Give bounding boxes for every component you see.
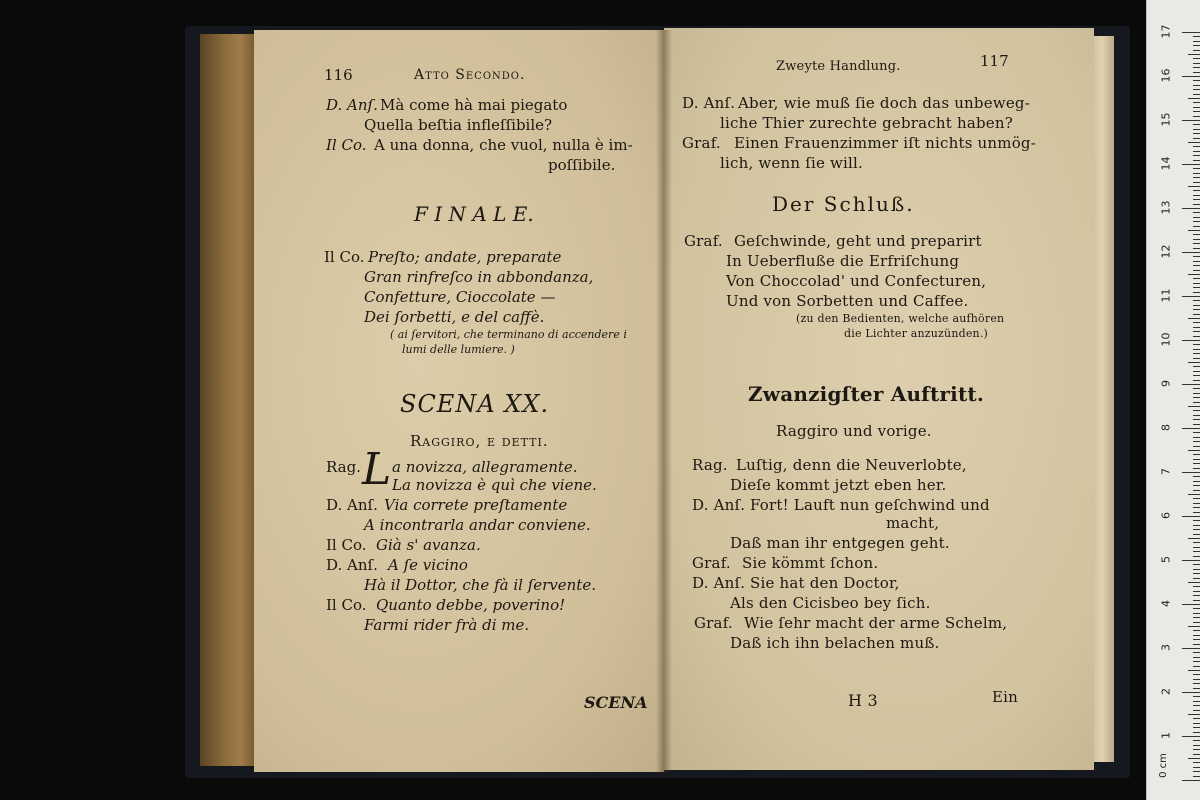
speaker: Graf. xyxy=(692,554,731,572)
ruler-tick xyxy=(1193,67,1200,68)
ruler-tick xyxy=(1193,564,1200,565)
ruler-tick xyxy=(1193,586,1200,587)
signature-mark: H 3 xyxy=(848,691,878,710)
ruler-tick xyxy=(1193,111,1200,112)
ruler-tick xyxy=(1193,314,1200,315)
verse-line: macht, xyxy=(886,514,940,532)
ruler-tick xyxy=(1193,300,1200,301)
verse-line: a novizza, allegramente. xyxy=(392,458,578,476)
stage-direction: die Lichter anzuzünden.) xyxy=(844,327,989,340)
ruler-tick xyxy=(1193,600,1200,601)
ruler-tick xyxy=(1193,595,1200,596)
ruler-tick xyxy=(1193,45,1200,46)
ruler-tick xyxy=(1193,723,1200,724)
ruler-tick xyxy=(1182,736,1200,737)
speaker: D. Anſ. xyxy=(326,96,378,114)
verse-line: Mà come hà mai piegato xyxy=(380,96,568,114)
ruler-tick xyxy=(1193,771,1200,772)
ruler-tick xyxy=(1193,221,1200,222)
ruler-tick xyxy=(1193,94,1200,95)
ruler-tick xyxy=(1193,520,1200,521)
ruler-tick xyxy=(1193,265,1200,266)
speaker: D. Anſ. xyxy=(692,496,746,514)
verse-line: Quanto debbe, poverino! xyxy=(376,596,566,614)
verse-line: liche Thier zurechte gebracht haben? xyxy=(720,114,1013,132)
ruler-tick xyxy=(1193,283,1200,284)
ruler-tick xyxy=(1193,270,1200,271)
ruler-tick xyxy=(1182,384,1200,385)
verse-line: Daß man ihr entgegen geht. xyxy=(730,534,950,552)
ruler-tick xyxy=(1193,41,1200,42)
verse-line: Einen Frauenzimmer iſt nichts unmög- xyxy=(734,134,1036,152)
ruler-tick xyxy=(1182,648,1200,649)
ruler-tick xyxy=(1188,626,1200,627)
speaker: Il Co. xyxy=(326,136,367,154)
ruler-tick xyxy=(1193,745,1200,746)
ruler-tick xyxy=(1193,63,1200,64)
right-page-number: 117 xyxy=(980,52,1009,70)
ruler-tick xyxy=(1193,657,1200,658)
ruler-tick xyxy=(1193,591,1200,592)
ruler-tick xyxy=(1193,608,1200,609)
ruler-number: 11 xyxy=(1159,288,1173,303)
ruler-tick xyxy=(1193,72,1200,73)
verse-line: Aber, wie muß ſie doch das unbeweg- xyxy=(738,94,1030,112)
ruler-tick xyxy=(1188,362,1200,363)
ruler-number: 6 xyxy=(1159,512,1173,519)
ruler-tick xyxy=(1188,450,1200,451)
ruler-tick xyxy=(1193,168,1200,169)
scene-heading: Zwanzigſter Auftritt. xyxy=(748,382,984,406)
verse-line: In Ueberfluße die Erfriſchung xyxy=(726,252,960,270)
ruler-tick xyxy=(1193,710,1200,711)
ruler-tick xyxy=(1193,446,1200,447)
ruler-number: 16 xyxy=(1159,68,1173,83)
ruler-tick xyxy=(1182,516,1200,517)
ruler-tick xyxy=(1193,305,1200,306)
ruler-tick xyxy=(1193,107,1200,108)
ruler-tick xyxy=(1182,76,1200,77)
ruler-tick xyxy=(1188,318,1200,319)
ruler-tick xyxy=(1193,331,1200,332)
ruler-unit-label: 0 cm xyxy=(1157,753,1169,778)
ruler-tick xyxy=(1193,102,1200,103)
speaker: Graf. xyxy=(682,134,721,152)
ruler-tick xyxy=(1193,644,1200,645)
verse-line: Confetture, Cioccolate — xyxy=(364,288,556,306)
ruler-tick xyxy=(1193,507,1200,508)
book-gutter xyxy=(656,30,672,772)
ruler-tick xyxy=(1193,349,1200,350)
ruler-tick xyxy=(1193,661,1200,662)
ruler-tick xyxy=(1193,534,1200,535)
catchword: Ein xyxy=(992,688,1019,706)
ruler-tick xyxy=(1188,54,1200,55)
left-running-head: Atto Secondo. xyxy=(414,67,526,83)
ruler-tick xyxy=(1193,80,1200,81)
ruler-tick xyxy=(1188,274,1200,275)
ruler-tick xyxy=(1193,358,1200,359)
ruler-tick xyxy=(1193,138,1200,139)
ruler-tick xyxy=(1193,182,1200,183)
ruler-tick xyxy=(1193,344,1200,345)
ruler-tick xyxy=(1193,36,1200,37)
ruler-tick xyxy=(1193,578,1200,579)
ruler-tick xyxy=(1193,371,1200,372)
schluss-heading: Der Schluß. xyxy=(772,192,915,216)
ruler-tick xyxy=(1193,410,1200,411)
ruler-tick xyxy=(1193,767,1200,768)
verse-line: Als den Cicisbeo bey ſich. xyxy=(730,594,931,612)
ruler-tick xyxy=(1193,437,1200,438)
ruler-tick xyxy=(1193,639,1200,640)
ruler-tick xyxy=(1182,428,1200,429)
ruler-tick xyxy=(1193,212,1200,213)
speaker: D. Anſ. xyxy=(682,94,736,112)
right-running-head: Zweyte Handlung. xyxy=(776,59,901,74)
ruler-tick xyxy=(1193,454,1200,455)
ruler-tick xyxy=(1193,441,1200,442)
ruler-number: 8 xyxy=(1159,424,1173,431)
ruler-tick xyxy=(1193,151,1200,152)
ruler-tick xyxy=(1193,160,1200,161)
ruler-tick xyxy=(1193,490,1200,491)
ruler-tick xyxy=(1193,683,1200,684)
speaker: Rag. xyxy=(692,456,728,474)
stage-direction: lumi delle lumiere. ) xyxy=(402,343,515,356)
ruler-tick xyxy=(1193,239,1200,240)
ruler-tick xyxy=(1193,529,1200,530)
ruler-tick xyxy=(1188,758,1200,759)
verse-line: Von Choccolad' und Confecturen, xyxy=(726,272,987,290)
ruler-number: 9 xyxy=(1159,380,1173,387)
verse-line: Hà il Dottor, che fà il ſervente. xyxy=(364,576,596,594)
ruler-tick xyxy=(1193,679,1200,680)
ruler-tick xyxy=(1193,58,1200,59)
ruler-tick xyxy=(1193,573,1200,574)
ruler-tick xyxy=(1193,542,1200,543)
scene-heading: SCENA XX. xyxy=(400,390,550,418)
ruler-tick xyxy=(1182,604,1200,605)
speaker: Il Co. xyxy=(326,596,367,614)
ruler-tick xyxy=(1193,485,1200,486)
ruler-tick xyxy=(1193,327,1200,328)
ruler-tick xyxy=(1193,309,1200,310)
ruler-tick xyxy=(1188,670,1200,671)
ruler-tick xyxy=(1193,635,1200,636)
ruler-tick xyxy=(1193,336,1200,337)
ruler-tick xyxy=(1193,155,1200,156)
ruler-tick xyxy=(1193,718,1200,719)
ruler-tick xyxy=(1182,340,1200,341)
ruler-tick xyxy=(1193,190,1200,191)
right-page xyxy=(664,28,1094,770)
ruler-tick xyxy=(1193,481,1200,482)
ruler-tick xyxy=(1193,393,1200,394)
ruler-tick xyxy=(1193,740,1200,741)
finale-heading: F I N A L E. xyxy=(414,202,534,226)
ruler-tick xyxy=(1193,380,1200,381)
verse-line: Gran rinfreſco in abbondanza, xyxy=(364,268,594,286)
ruler-tick xyxy=(1193,146,1200,147)
speaker: Graf. xyxy=(684,232,723,250)
ruler-tick xyxy=(1193,173,1200,174)
ruler-tick xyxy=(1193,622,1200,623)
verse-line: Farmi rider frà di me. xyxy=(364,616,530,634)
ruler-tick xyxy=(1193,762,1200,763)
ruler-tick xyxy=(1193,727,1200,728)
verse-line: Luſtig, denn die Neuverlobte, xyxy=(736,456,967,474)
ruler-tick xyxy=(1193,402,1200,403)
verse-line: Fort! Lauft nun geſchwind und xyxy=(750,496,990,514)
ruler-tick xyxy=(1182,252,1200,253)
ruler-tick xyxy=(1182,472,1200,473)
ruler-tick xyxy=(1182,692,1200,693)
ruler-tick xyxy=(1193,468,1200,469)
ruler-tick xyxy=(1193,397,1200,398)
ruler-tick xyxy=(1193,463,1200,464)
verse-line: Geſchwinde, geht und preparirt xyxy=(734,232,982,250)
ruler-tick xyxy=(1193,569,1200,570)
ruler-tick xyxy=(1182,120,1200,121)
book-page-edges-left xyxy=(200,34,258,766)
ruler-tick xyxy=(1188,230,1200,231)
ruler-tick xyxy=(1193,366,1200,367)
ruler-tick xyxy=(1182,296,1200,297)
ruler-tick xyxy=(1188,538,1200,539)
verse-line: La novizza è quì che viene. xyxy=(392,476,597,494)
verse-line: A incontrarla andar conviene. xyxy=(364,516,591,534)
ruler-number: 14 xyxy=(1159,156,1173,171)
ruler-tick xyxy=(1188,142,1200,143)
left-page-number: 116 xyxy=(324,66,353,84)
ruler-number: 5 xyxy=(1159,556,1173,563)
ruler-tick xyxy=(1193,50,1200,51)
ruler-tick xyxy=(1188,186,1200,187)
ruler-tick xyxy=(1193,287,1200,288)
ruler-tick xyxy=(1193,613,1200,614)
ruler-tick xyxy=(1182,208,1200,209)
verse-line: Sie kömmt ſchon. xyxy=(742,554,879,572)
ruler-tick xyxy=(1193,292,1200,293)
verse-line: Sie hat den Doctor, xyxy=(750,574,900,592)
ruler-tick xyxy=(1193,375,1200,376)
scene-cast: Raggiro, e detti. xyxy=(410,432,549,450)
ruler-number: 17 xyxy=(1159,24,1173,39)
ruler-tick xyxy=(1193,701,1200,702)
ruler-tick xyxy=(1188,494,1200,495)
verse-line: Daß ich ihn belachen muß. xyxy=(730,634,940,652)
speaker: D. Anſ. xyxy=(326,556,378,574)
verse-line: lich, wenn ſie will. xyxy=(720,154,863,172)
ruler-tick xyxy=(1193,353,1200,354)
ruler-tick xyxy=(1193,256,1200,257)
ruler-tick xyxy=(1193,124,1200,125)
ruler-number: 15 xyxy=(1159,112,1173,127)
ruler-tick xyxy=(1193,217,1200,218)
ruler-tick xyxy=(1193,556,1200,557)
ruler-tick xyxy=(1193,432,1200,433)
ruler-tick xyxy=(1193,525,1200,526)
ruler-tick xyxy=(1193,696,1200,697)
ruler-tick xyxy=(1193,705,1200,706)
ruler-tick xyxy=(1193,754,1200,755)
ruler-tick xyxy=(1193,652,1200,653)
verse-line: Già s' avanza. xyxy=(376,536,481,554)
ruler-number: 10 xyxy=(1159,332,1173,347)
ruler-tick xyxy=(1193,177,1200,178)
ruler-number: 3 xyxy=(1159,644,1173,651)
verse-line: Dei ſorbetti, e del caffè. xyxy=(364,308,545,326)
catchword: SCENA xyxy=(584,693,648,712)
ruler-number: 2 xyxy=(1159,688,1173,695)
ruler-tick xyxy=(1188,582,1200,583)
ruler-tick xyxy=(1182,32,1200,33)
ruler-number: 13 xyxy=(1159,200,1173,215)
verse-line: poſſibile. xyxy=(548,156,616,174)
ruler-tick xyxy=(1193,476,1200,477)
ruler-tick xyxy=(1193,512,1200,513)
ruler-tick xyxy=(1193,551,1200,552)
speaker: Il Co. xyxy=(324,248,365,266)
ruler-tick xyxy=(1182,780,1200,781)
ruler-tick xyxy=(1193,674,1200,675)
verse-line: Preſto; andate, preparate xyxy=(368,248,562,266)
ruler-tick xyxy=(1193,630,1200,631)
ruler-number: 4 xyxy=(1159,600,1173,607)
ruler-tick xyxy=(1193,424,1200,425)
speaker: D. Anſ. xyxy=(692,574,746,592)
verse-line: Wie ſehr macht der arme Schelm, xyxy=(744,614,1008,632)
verse-line: Und von Sorbetten und Caffee. xyxy=(726,292,969,310)
ruler-tick xyxy=(1193,248,1200,249)
ruler-number: 1 xyxy=(1159,732,1173,739)
ruler-tick xyxy=(1193,688,1200,689)
verse-line: A una donna, che vuol, nulla è im- xyxy=(374,136,633,154)
verse-line: Quella beſtia infleſſibile? xyxy=(364,116,553,134)
ruler-tick xyxy=(1188,98,1200,99)
ruler-number: 12 xyxy=(1159,244,1173,259)
speaker: D. Anſ. xyxy=(326,496,378,514)
drop-cap: L xyxy=(362,444,392,495)
verse-line: Via correte preſtamente xyxy=(384,496,568,514)
ruler-tick xyxy=(1193,388,1200,389)
ruler-tick xyxy=(1193,498,1200,499)
ruler-tick xyxy=(1193,617,1200,618)
ruler-tick xyxy=(1193,199,1200,200)
ruler-tick xyxy=(1193,322,1200,323)
ruler-tick xyxy=(1193,666,1200,667)
ruler-tick xyxy=(1193,419,1200,420)
ruler-tick xyxy=(1182,560,1200,561)
ruler-tick xyxy=(1193,749,1200,750)
stage-direction: ( ai ſervitori, che terminano di accendere i xyxy=(390,328,627,341)
speaker: Rag. xyxy=(326,458,361,476)
left-page xyxy=(254,30,664,772)
verse-line: A ſe vicino xyxy=(388,556,468,574)
stage-direction: (zu den Bedienten, welche aufhören xyxy=(796,312,1005,325)
ruler-tick xyxy=(1193,204,1200,205)
ruler-tick xyxy=(1193,547,1200,548)
ruler-tick xyxy=(1193,116,1200,117)
measurement-ruler xyxy=(1146,0,1200,800)
ruler-number: 7 xyxy=(1159,468,1173,475)
ruler-tick xyxy=(1182,164,1200,165)
ruler-tick xyxy=(1193,261,1200,262)
scene-cast: Raggiro und vorige. xyxy=(776,422,932,440)
ruler-tick xyxy=(1193,243,1200,244)
ruler-tick xyxy=(1193,776,1200,777)
ruler-tick xyxy=(1193,133,1200,134)
speaker: Graf. xyxy=(694,614,733,632)
ruler-tick xyxy=(1193,85,1200,86)
speaker: Il Co. xyxy=(326,536,367,554)
ruler-tick xyxy=(1193,226,1200,227)
ruler-tick xyxy=(1193,415,1200,416)
ruler-tick xyxy=(1193,234,1200,235)
ruler-tick xyxy=(1193,503,1200,504)
ruler-tick xyxy=(1193,459,1200,460)
ruler-tick xyxy=(1193,278,1200,279)
ruler-tick xyxy=(1193,195,1200,196)
ruler-tick xyxy=(1193,129,1200,130)
ruler-tick xyxy=(1193,89,1200,90)
ruler-tick xyxy=(1188,714,1200,715)
verse-line: Dieſe kommt jetzt eben her. xyxy=(730,476,947,494)
ruler-tick xyxy=(1188,406,1200,407)
ruler-tick xyxy=(1193,732,1200,733)
